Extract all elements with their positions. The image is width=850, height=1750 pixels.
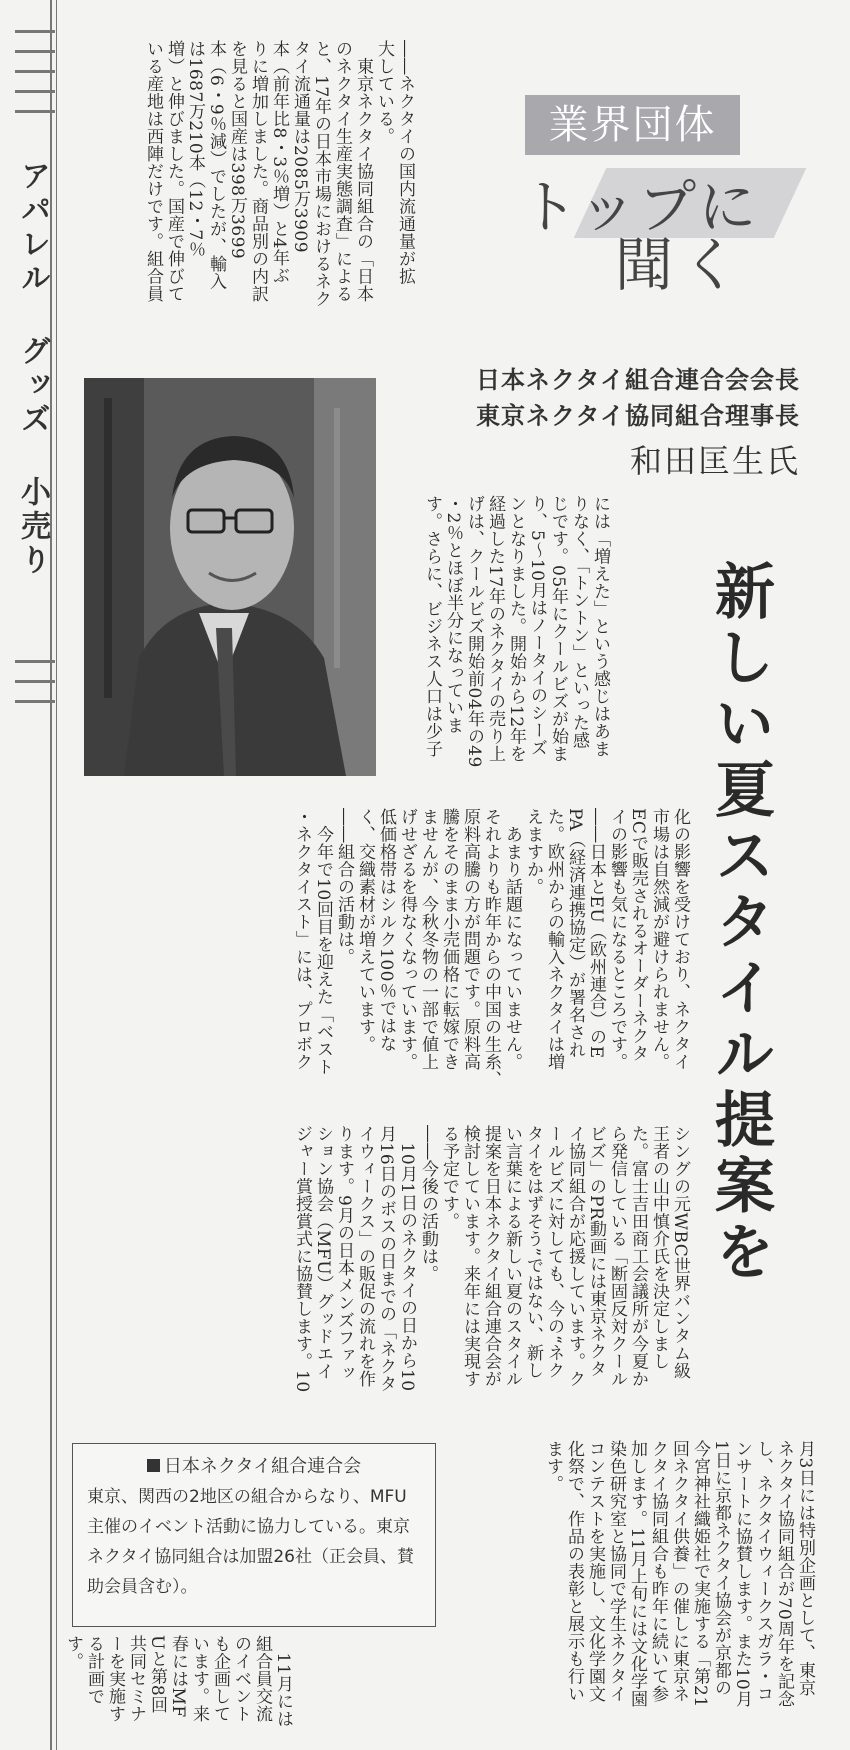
article-line: 今宮神社織姫社で実施する「第21 xyxy=(690,1440,710,1708)
article-line: ジャー賞授賞式に協賛します。10 xyxy=(292,1125,312,1393)
article-line: 経過した17年のネクタイの売り上 xyxy=(485,495,505,763)
section-marker xyxy=(15,110,55,113)
article-line: 低価格帯はシルク100％ではな xyxy=(376,808,396,1052)
info-box-title-text: 日本ネクタイ組合連合会 xyxy=(163,1456,362,1477)
article-block-6 xyxy=(62,1635,293,1745)
article-line: 染色研究室と協同で学生ネクタイ xyxy=(606,1440,626,1703)
article-line: ――今後の活動は。 xyxy=(418,1125,438,1283)
article-line: 共同セミナ xyxy=(126,1635,146,1723)
article-line: 化祭で、作品の表彰と展示も行い xyxy=(564,1440,584,1703)
article-line: 本（前年比8・3％増）と4年ぶ xyxy=(269,40,289,284)
article-line: タイ流通量は2085万3909 xyxy=(290,40,310,254)
article-line: た。欧州からの輸入ネクタイは増 xyxy=(544,808,564,1071)
series-banner-text: 業界団体 xyxy=(548,102,717,148)
article-line: ります。9月の日本メンズファッ xyxy=(334,1125,354,1382)
portrait-photo xyxy=(84,378,376,776)
article-line: た。富士吉田商工会議所が今夏か xyxy=(628,1125,648,1388)
article-line: 市場は自然減が避けられません。 xyxy=(649,808,669,1071)
article-line: います。来 xyxy=(189,1635,209,1723)
section-marker xyxy=(15,90,55,93)
article-line: PA（経済連携協定）が署名され xyxy=(565,808,585,1059)
article-line: げせざるを得なくなっています。 xyxy=(397,808,417,1071)
article-line: 今年で10回目を迎えた「ベスト xyxy=(313,808,333,1076)
article-line: ――ネクタイの国内流通量が拡 xyxy=(395,40,415,285)
article-line: 増）と伸びました。国産で伸びて xyxy=(164,40,184,303)
article-line: し、ネクタイウィークスガラ・コ xyxy=(753,1440,773,1703)
article-line: コンテストを実施し、文化学園文 xyxy=(585,1440,605,1703)
article-line: 1日に京都ネクタイ協会が京都の xyxy=(711,1440,731,1697)
article-line: タイをはずそう”ではない、新し xyxy=(523,1125,543,1380)
article-block-3 xyxy=(291,808,690,1108)
article-line: い言葉による新しい夏のスタイル xyxy=(502,1125,522,1388)
article-line: く、交織素材が増えています。 xyxy=(355,808,375,1053)
portrait-illustration xyxy=(84,378,376,776)
section-marker xyxy=(15,680,55,683)
article-line: ンとなりました。開始から12年を xyxy=(506,495,526,763)
organization-info-box xyxy=(72,1443,436,1627)
article-line: る計画で xyxy=(84,1635,104,1705)
article-line: す。さらに、ビジネス人口は少子 xyxy=(422,495,442,758)
interviewee-name: 和田匡生氏 xyxy=(629,442,800,480)
article-line: 10月1日のネクタイの日から10 xyxy=(397,1125,417,1392)
article-line: ECで販売されるオーダーネクタ xyxy=(628,808,648,1062)
article-line: 本（6・9％減）でしたが、輸入 xyxy=(206,40,226,291)
article-line: ら発信している「断固反対クール xyxy=(607,1125,627,1388)
section-label: アパレル グッズ 小売り xyxy=(15,160,50,578)
article-line: ールビズに対しても、今の“ネク xyxy=(544,1125,564,1380)
interviewee-title-2: 東京ネクタイ協同組合理事長 xyxy=(475,402,800,430)
article-line: のネクタイ生産実態調査」による xyxy=(332,40,352,303)
article-line: 王者の山中慎介氏を決定しまし xyxy=(649,1125,669,1370)
article-line: ・ネクタイスト」には、プロボク xyxy=(292,808,312,1071)
interviewee-title-1: 日本ネクタイ組合連合会会長 xyxy=(475,366,800,394)
section-marker xyxy=(15,700,55,703)
series-banner xyxy=(525,95,740,155)
article-line: ーを実施す xyxy=(105,1635,125,1723)
info-box-body: 東京、関西の2地区の組合からなり、MFU主催のイベント活動に協力している。東京ネクタイ協同組合は加盟26社（正会員、賛助会員含む）。 xyxy=(87,1487,414,1597)
article-line: じです。05年にクールビズが始ま xyxy=(548,495,568,763)
article-line: を見ると国産は398万3699 xyxy=(227,40,247,260)
article-block-5 xyxy=(542,1440,815,1730)
article-line: いる産地は西陣だけです。組合員 xyxy=(143,40,163,303)
article-line: りなく、「トントン」といった感 xyxy=(569,495,589,749)
section-marker xyxy=(15,660,55,663)
article-line: ・2％とほぼ半分になっていま xyxy=(443,495,463,734)
article-line: ビズ」のPR動画には東京ネクタ xyxy=(586,1125,606,1378)
article-line: り、5～10月はノータイのシーズ xyxy=(527,495,547,757)
square-bullet-icon xyxy=(147,1459,160,1472)
article-line: ネクタイ協同組合が70周年を記念 xyxy=(774,1440,794,1708)
article-line: 提案を日本ネクタイ組合連合会が xyxy=(481,1125,501,1388)
article-line: には「増えた」という感じはあま xyxy=(590,495,610,758)
article-line: Uと第8回 xyxy=(147,1635,167,1714)
article-line: シングの元WBC世界バンタム級 xyxy=(670,1125,690,1380)
article-line: イ協同組合が応援しています。ク xyxy=(565,1125,585,1388)
section-marker xyxy=(15,70,55,73)
article-line: 月3日には特別企画として、東京 xyxy=(795,1440,815,1697)
article-line: す。 xyxy=(63,1635,83,1670)
article-line: ――組合の活動は。 xyxy=(334,808,354,966)
left-border-rule xyxy=(56,0,57,1750)
info-box-title xyxy=(73,1452,435,1478)
article-line: 化の影響を受けており、ネクタイ xyxy=(670,808,690,1071)
headline: 新しい夏スタイル提案を xyxy=(705,560,775,1286)
series-kicker-line1: トップに xyxy=(520,173,759,241)
article-line: 原料高騰の方が問題です。原料高 xyxy=(460,808,480,1071)
article-line: ション協会（MFU）グッドエイ xyxy=(313,1125,333,1381)
article-line: も企画して xyxy=(210,1635,230,1723)
article-line: 大している。 xyxy=(374,40,394,145)
article-block-4 xyxy=(291,1125,690,1425)
article-line: げは、クールビズ開始前04年の49 xyxy=(464,495,484,768)
article-line: 組合員交流 xyxy=(252,1635,272,1723)
article-line: クタイ協同組合も昨年に続いて参 xyxy=(648,1440,668,1703)
article-line: は1687万210本（12・7％ xyxy=(185,40,205,259)
article-block-1 xyxy=(142,40,415,340)
article-line: ンサートに協賛します。また10月 xyxy=(732,1440,752,1708)
article-line: 加します。11月上旬には文化学園 xyxy=(627,1440,647,1708)
article-line: 回ネクタイ供養」の催しに東京ネ xyxy=(669,1440,689,1703)
article-line: ませんが、今秋冬物の一部で値上 xyxy=(418,808,438,1071)
article-line: りに増加しました。商品別の内訳 xyxy=(248,40,268,303)
section-marker xyxy=(15,50,55,53)
article-line: と、17年の日本市場におけるネク xyxy=(311,40,331,308)
article-line: それよりも昨年からの中国の生糸、 xyxy=(481,808,501,1088)
article-line: 東京ネクタイ協同組合の「日本 xyxy=(353,40,373,303)
article-line: ――日本とEU（欧州連合）のE xyxy=(586,808,606,1059)
article-line: 月16日のボスの日までの「ネクタ xyxy=(376,1125,396,1393)
article-line: 11月には xyxy=(273,1635,293,1728)
article-line: えますか。 xyxy=(523,808,543,896)
series-kicker-line2: 聞く xyxy=(615,231,748,299)
article-line: イの影響も気になるところです。 xyxy=(607,808,627,1071)
article-line: 春にはMF xyxy=(168,1635,188,1718)
article-line: のイベント xyxy=(231,1635,251,1723)
section-marker xyxy=(15,30,55,33)
article-line: 検討しています。来年には実現す xyxy=(460,1125,480,1388)
article-line: イウィークス」の販促の流れを作 xyxy=(355,1125,375,1388)
article-line: ます。 xyxy=(543,1440,563,1493)
article-line: あまり話題になっていません。 xyxy=(502,808,522,1071)
article-line: 騰をそのまま小売価格に転嫁でき xyxy=(439,808,459,1071)
article-block-2 xyxy=(421,495,610,785)
article-line: る予定です。 xyxy=(439,1125,459,1230)
